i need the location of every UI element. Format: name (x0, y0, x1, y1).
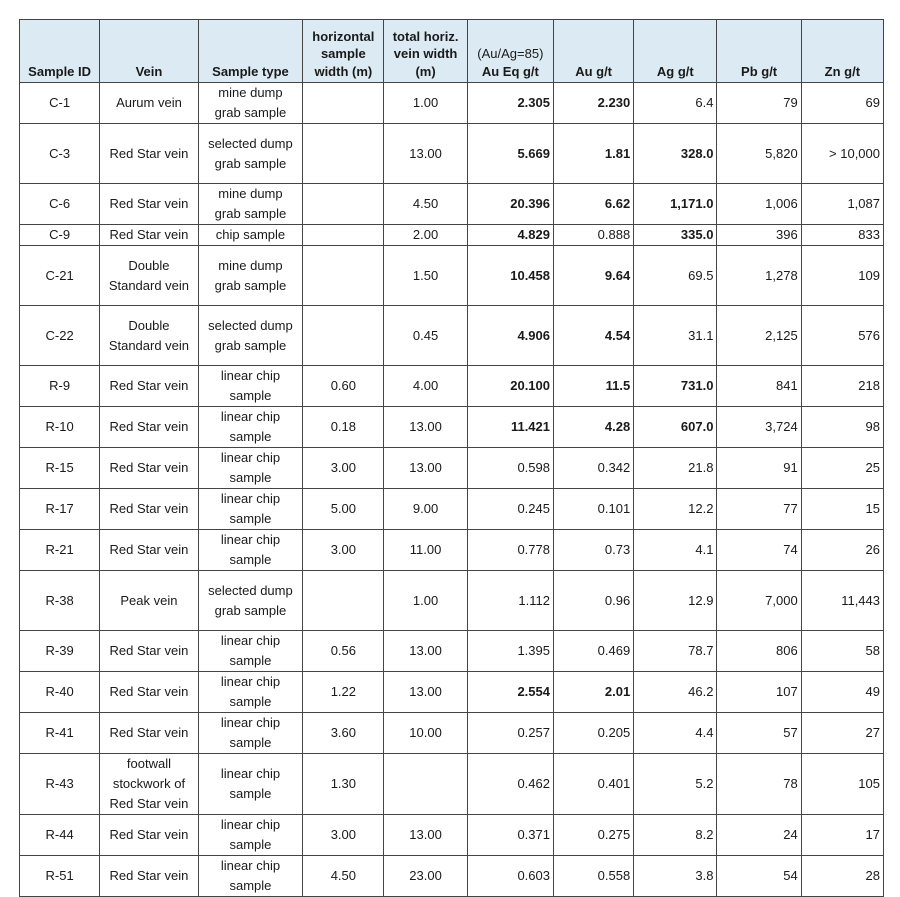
cell-horizontal-width: 1.30 (303, 754, 384, 815)
table-row (20, 246, 884, 306)
table-row (20, 856, 884, 897)
cell-zn: 15 (801, 489, 883, 530)
header-text-line2 (103, 45, 194, 63)
cell-ag: 1,171.0 (634, 184, 717, 225)
sample-type-line: grab sample (214, 337, 287, 353)
cell-ag: 4.4 (634, 713, 717, 754)
header-text-line3: Vein (135, 63, 163, 79)
vein-line: Red Star vein (109, 827, 189, 842)
cell-au: 0.205 (554, 713, 634, 754)
sample-type-line: sample (229, 735, 272, 750)
header-text-line1 (805, 28, 880, 46)
cell-sample-type (198, 225, 303, 246)
sample-type-line: sample (229, 837, 272, 852)
cell-vein (100, 448, 198, 489)
cell-ag: 607.0 (634, 407, 717, 448)
cell-horizontal-width: 0.60 (303, 366, 384, 407)
cell-au: 1.81 (554, 124, 634, 184)
cell-au: 4.28 (554, 407, 634, 448)
cell-sample-id: C-9 (20, 225, 100, 246)
cell-sample-id: R-38 (20, 571, 100, 631)
header-zn (801, 20, 883, 83)
cell-vein (100, 407, 198, 448)
cell-sample-id: R-43 (20, 754, 100, 815)
sample-type-line: linear chip (220, 368, 281, 383)
cell-au-eq: 10.458 (467, 246, 553, 306)
header-text-line1 (202, 28, 300, 46)
header-text-line2: (Au/Ag=85) (477, 46, 544, 61)
cell-au-eq: 0.371 (467, 815, 553, 856)
table-row (20, 448, 884, 489)
cell-pb: 2,125 (717, 306, 801, 366)
cell-ag: 12.9 (634, 571, 717, 631)
cell-ag: 78.7 (634, 631, 717, 672)
cell-pb: 396 (717, 225, 801, 246)
cell-pb: 1,278 (717, 246, 801, 306)
sample-type-line: linear chip (220, 633, 281, 648)
header-text-line1 (471, 28, 550, 46)
cell-sample-type (198, 713, 303, 754)
cell-au-eq: 0.462 (467, 754, 553, 815)
cell-sample-id: R-39 (20, 631, 100, 672)
cell-sample-id: R-10 (20, 407, 100, 448)
cell-sample-id: R-41 (20, 713, 100, 754)
header-sample-type (198, 20, 303, 83)
vein-line: Standard vein (108, 277, 190, 293)
header-total-vein-width (384, 20, 467, 83)
table-row (20, 530, 884, 571)
cell-zn: 58 (801, 631, 883, 672)
cell-vein (100, 83, 198, 124)
vein-line: Red Star vein (109, 419, 189, 434)
cell-ag: 8.2 (634, 815, 717, 856)
cell-total-vein-width: 0.45 (384, 306, 467, 366)
cell-sample-type (198, 407, 303, 448)
cell-horizontal-width: 3.00 (303, 530, 384, 571)
cell-au: 0.101 (554, 489, 634, 530)
cell-sample-id: R-9 (20, 366, 100, 407)
cell-zn: 105 (801, 754, 883, 815)
header-text-line3: Pb g/t (741, 63, 778, 79)
vein-line: Red Star vein (109, 643, 189, 658)
cell-pb: 1,006 (717, 184, 801, 225)
cell-zn: 1,087 (801, 184, 883, 225)
header-text-line2: vein width (393, 46, 458, 61)
cell-vein (100, 754, 198, 815)
sample-type-line: sample (229, 552, 272, 567)
cell-sample-id: C-6 (20, 184, 100, 225)
cell-sample-type (198, 571, 303, 631)
cell-total-vein-width: 1.00 (384, 571, 467, 631)
cell-ag: 3.8 (634, 856, 717, 897)
cell-ag: 12.2 (634, 489, 717, 530)
cell-au-eq: 0.778 (467, 530, 553, 571)
sample-type-line: sample (229, 429, 272, 444)
cell-au-eq: 1.395 (467, 631, 553, 672)
header-text-line1 (557, 28, 630, 46)
cell-total-vein-width: 1.50 (384, 246, 467, 306)
cell-ag: 4.1 (634, 530, 717, 571)
vein-line: Red Star vein (109, 542, 189, 557)
cell-vein (100, 306, 198, 366)
cell-total-vein-width: 9.00 (384, 489, 467, 530)
cell-au-eq: 20.396 (467, 184, 553, 225)
cell-pb: 806 (717, 631, 801, 672)
cell-vein (100, 815, 198, 856)
vein-line: Standard vein (108, 337, 190, 353)
table-row (20, 713, 884, 754)
vein-line: Red Star vein (109, 796, 189, 811)
sample-type-line: linear chip (220, 766, 281, 781)
sample-type-line: grab sample (214, 206, 287, 221)
cell-pb: 77 (717, 489, 801, 530)
cell-sample-type (198, 306, 303, 366)
cell-pb: 57 (717, 713, 801, 754)
cell-au-eq: 20.100 (467, 366, 553, 407)
table-row (20, 306, 884, 366)
cell-zn: 28 (801, 856, 883, 897)
cell-total-vein-width: 23.00 (384, 856, 467, 897)
sample-type-line: sample (229, 388, 272, 403)
table-header-row (20, 20, 884, 83)
sample-type-line: sample (229, 694, 272, 709)
header-pb (717, 20, 801, 83)
sample-type-line: mine dump (218, 257, 283, 273)
cell-horizontal-width: 5.00 (303, 489, 384, 530)
header-text-line2 (637, 45, 713, 63)
cell-vein (100, 225, 198, 246)
cell-pb: 841 (717, 366, 801, 407)
cell-au: 0.275 (554, 815, 634, 856)
cell-au-eq: 2.554 (467, 672, 553, 713)
table-row (20, 83, 884, 124)
cell-au-eq: 2.305 (467, 83, 553, 124)
header-text-line3: Au Eq g/t (481, 63, 539, 79)
vein-line: Red Star vein (109, 196, 189, 211)
sample-type-line: sample (229, 653, 272, 668)
cell-total-vein-width: 4.50 (384, 184, 467, 225)
vein-line: Red Star vein (109, 378, 189, 393)
header-text-line3: Zn g/t (824, 63, 861, 79)
cell-total-vein-width: 2.00 (384, 225, 467, 246)
cell-zn: 576 (801, 306, 883, 366)
sample-assay-table-container (19, 19, 884, 897)
cell-vein (100, 184, 198, 225)
cell-horizontal-width (303, 124, 384, 184)
cell-au: 0.96 (554, 571, 634, 631)
cell-pb: 79 (717, 83, 801, 124)
header-text-line2 (23, 45, 96, 63)
cell-sample-id: R-17 (20, 489, 100, 530)
table-row (20, 184, 884, 225)
cell-sample-type (198, 530, 303, 571)
header-au (554, 20, 634, 83)
cell-vein (100, 856, 198, 897)
sample-type-line: sample (229, 786, 272, 801)
cell-sample-type (198, 631, 303, 672)
cell-au: 0.888 (554, 225, 634, 246)
header-vein (100, 20, 198, 83)
cell-sample-type (198, 815, 303, 856)
cell-zn: 98 (801, 407, 883, 448)
table-row (20, 225, 884, 246)
sample-type-line: linear chip (220, 491, 281, 506)
cell-horizontal-width: 3.60 (303, 713, 384, 754)
cell-sample-id: C-3 (20, 124, 100, 184)
cell-sample-type (198, 184, 303, 225)
cell-total-vein-width: 13.00 (384, 815, 467, 856)
sample-type-line: linear chip (220, 409, 281, 424)
vein-line: Peak vein (120, 592, 178, 608)
header-text-line3: (m) (415, 63, 436, 79)
cell-sample-type (198, 672, 303, 713)
cell-ag: 31.1 (634, 306, 717, 366)
cell-horizontal-width (303, 246, 384, 306)
table-body (20, 83, 884, 897)
cell-horizontal-width (303, 83, 384, 124)
cell-sample-type (198, 448, 303, 489)
cell-ag: 6.4 (634, 83, 717, 124)
sample-type-line: chip sample (215, 227, 286, 242)
cell-au: 4.54 (554, 306, 634, 366)
header-text-line1 (23, 28, 96, 46)
cell-total-vein-width: 1.00 (384, 83, 467, 124)
cell-zn: 69 (801, 83, 883, 124)
header-text-line1 (720, 28, 797, 46)
table-row (20, 407, 884, 448)
cell-ag: 5.2 (634, 754, 717, 815)
sample-type-line: selected dump (208, 317, 293, 333)
table-row (20, 815, 884, 856)
cell-ag: 335.0 (634, 225, 717, 246)
sample-type-line: selected dump (208, 582, 293, 598)
vein-line: stockwork of (112, 776, 186, 791)
table-row (20, 754, 884, 815)
cell-zn: 27 (801, 713, 883, 754)
cell-vein (100, 246, 198, 306)
cell-total-vein-width: 13.00 (384, 124, 467, 184)
header-sample-id (20, 20, 100, 83)
cell-au-eq: 0.598 (467, 448, 553, 489)
cell-zn: 833 (801, 225, 883, 246)
cell-sample-id: R-15 (20, 448, 100, 489)
vein-line: Red Star vein (109, 145, 189, 161)
sample-assay-table (19, 19, 884, 897)
cell-total-vein-width: 13.00 (384, 448, 467, 489)
cell-zn: > 10,000 (801, 124, 883, 184)
table-row (20, 366, 884, 407)
header-au-eq (467, 20, 553, 83)
cell-pb: 7,000 (717, 571, 801, 631)
cell-sample-id: R-44 (20, 815, 100, 856)
cell-au: 0.401 (554, 754, 634, 815)
header-text-line3: Ag g/t (656, 63, 694, 79)
cell-total-vein-width: 11.00 (384, 530, 467, 571)
cell-sample-type (198, 83, 303, 124)
cell-pb: 78 (717, 754, 801, 815)
header-text-line3: Au g/t (575, 63, 613, 79)
sample-type-line: linear chip (220, 715, 281, 730)
cell-total-vein-width: 10.00 (384, 713, 467, 754)
cell-vein (100, 713, 198, 754)
table-row (20, 631, 884, 672)
cell-horizontal-width: 1.22 (303, 672, 384, 713)
cell-vein (100, 631, 198, 672)
vein-line: footwall (126, 756, 171, 771)
sample-type-line: grab sample (214, 602, 287, 618)
sample-type-line: sample (229, 511, 272, 526)
sample-type-line: mine dump (218, 186, 283, 201)
cell-ag: 21.8 (634, 448, 717, 489)
vein-line: Double (128, 317, 170, 333)
cell-zn: 218 (801, 366, 883, 407)
cell-vein (100, 672, 198, 713)
sample-type-line: grab sample (214, 105, 287, 120)
vein-line: Red Star vein (109, 501, 189, 516)
cell-pb: 3,724 (717, 407, 801, 448)
cell-au: 0.73 (554, 530, 634, 571)
cell-vein (100, 489, 198, 530)
cell-au-eq: 11.421 (467, 407, 553, 448)
cell-au-eq: 4.906 (467, 306, 553, 366)
cell-ag: 731.0 (634, 366, 717, 407)
cell-sample-type (198, 856, 303, 897)
cell-sample-type (198, 754, 303, 815)
header-text-line2 (202, 45, 300, 63)
sample-type-line: sample (229, 878, 272, 893)
sample-type-line: mine dump (218, 85, 283, 100)
header-text-line3: Sample ID (28, 63, 92, 79)
cell-au: 11.5 (554, 366, 634, 407)
cell-sample-id: R-40 (20, 672, 100, 713)
vein-line: Red Star vein (109, 868, 189, 883)
header-text-line1 (103, 28, 194, 46)
header-text-line1: total horiz. (392, 28, 459, 44)
cell-sample-type (198, 124, 303, 184)
cell-vein (100, 530, 198, 571)
vein-line: Red Star vein (109, 725, 189, 740)
cell-sample-id: C-21 (20, 246, 100, 306)
cell-au-eq: 0.257 (467, 713, 553, 754)
vein-line: Double (128, 257, 170, 273)
cell-au: 2.230 (554, 83, 634, 124)
cell-sample-type (198, 366, 303, 407)
cell-pb: 107 (717, 672, 801, 713)
cell-horizontal-width (303, 571, 384, 631)
cell-ag: 46.2 (634, 672, 717, 713)
vein-line: Red Star vein (109, 460, 189, 475)
header-text-line1 (637, 28, 713, 46)
cell-total-vein-width (384, 754, 467, 815)
cell-horizontal-width: 0.56 (303, 631, 384, 672)
cell-au-eq: 4.829 (467, 225, 553, 246)
cell-au-eq: 1.112 (467, 571, 553, 631)
header-text-line2 (720, 45, 797, 63)
cell-pb: 74 (717, 530, 801, 571)
header-text-line2: sample (320, 46, 366, 61)
cell-vein (100, 571, 198, 631)
cell-zn: 11,443 (801, 571, 883, 631)
cell-sample-type (198, 246, 303, 306)
cell-horizontal-width (303, 306, 384, 366)
cell-total-vein-width: 13.00 (384, 407, 467, 448)
cell-horizontal-width: 0.18 (303, 407, 384, 448)
vein-line: Aurum vein (116, 95, 182, 110)
cell-zn: 49 (801, 672, 883, 713)
sample-type-line: linear chip (220, 532, 281, 547)
table-row (20, 124, 884, 184)
sample-type-line: grab sample (214, 277, 287, 293)
cell-pb: 24 (717, 815, 801, 856)
cell-zn: 26 (801, 530, 883, 571)
cell-sample-type (198, 489, 303, 530)
sample-type-line: grab sample (214, 155, 287, 171)
table-row (20, 571, 884, 631)
cell-sample-id: C-22 (20, 306, 100, 366)
sample-type-line: linear chip (220, 817, 281, 832)
cell-pb: 54 (717, 856, 801, 897)
header-text-line3: Sample type (212, 63, 289, 79)
header-text-line3: width (m) (314, 63, 373, 79)
cell-vein (100, 124, 198, 184)
cell-zn: 17 (801, 815, 883, 856)
cell-ag: 328.0 (634, 124, 717, 184)
cell-pb: 91 (717, 448, 801, 489)
sample-type-line: linear chip (220, 450, 281, 465)
header-text-line1: horizontal (312, 28, 375, 44)
cell-au: 0.342 (554, 448, 634, 489)
vein-line: Red Star vein (109, 227, 189, 242)
header-text-line2 (557, 45, 630, 63)
table-row (20, 672, 884, 713)
cell-au: 6.62 (554, 184, 634, 225)
cell-total-vein-width: 13.00 (384, 631, 467, 672)
cell-total-vein-width: 13.00 (384, 672, 467, 713)
cell-au-eq: 5.669 (467, 124, 553, 184)
cell-vein (100, 366, 198, 407)
sample-type-line: selected dump (208, 135, 293, 151)
cell-horizontal-width (303, 184, 384, 225)
vein-line: Red Star vein (109, 684, 189, 699)
sample-type-line: linear chip (220, 674, 281, 689)
cell-horizontal-width: 3.00 (303, 448, 384, 489)
cell-horizontal-width: 3.00 (303, 815, 384, 856)
cell-zn: 109 (801, 246, 883, 306)
cell-zn: 25 (801, 448, 883, 489)
cell-au-eq: 0.245 (467, 489, 553, 530)
cell-au: 0.558 (554, 856, 634, 897)
cell-total-vein-width: 4.00 (384, 366, 467, 407)
cell-au: 0.469 (554, 631, 634, 672)
sample-type-line: sample (229, 470, 272, 485)
header-horizontal-width (303, 20, 384, 83)
cell-sample-id: C-1 (20, 83, 100, 124)
cell-au-eq: 0.603 (467, 856, 553, 897)
sample-type-line: linear chip (220, 858, 281, 873)
cell-horizontal-width: 4.50 (303, 856, 384, 897)
table-row (20, 489, 884, 530)
cell-au: 9.64 (554, 246, 634, 306)
cell-au: 2.01 (554, 672, 634, 713)
cell-sample-id: R-21 (20, 530, 100, 571)
cell-ag: 69.5 (634, 246, 717, 306)
cell-pb: 5,820 (717, 124, 801, 184)
header-ag (634, 20, 717, 83)
cell-sample-id: R-51 (20, 856, 100, 897)
cell-horizontal-width (303, 225, 384, 246)
header-text-line2 (805, 45, 880, 63)
